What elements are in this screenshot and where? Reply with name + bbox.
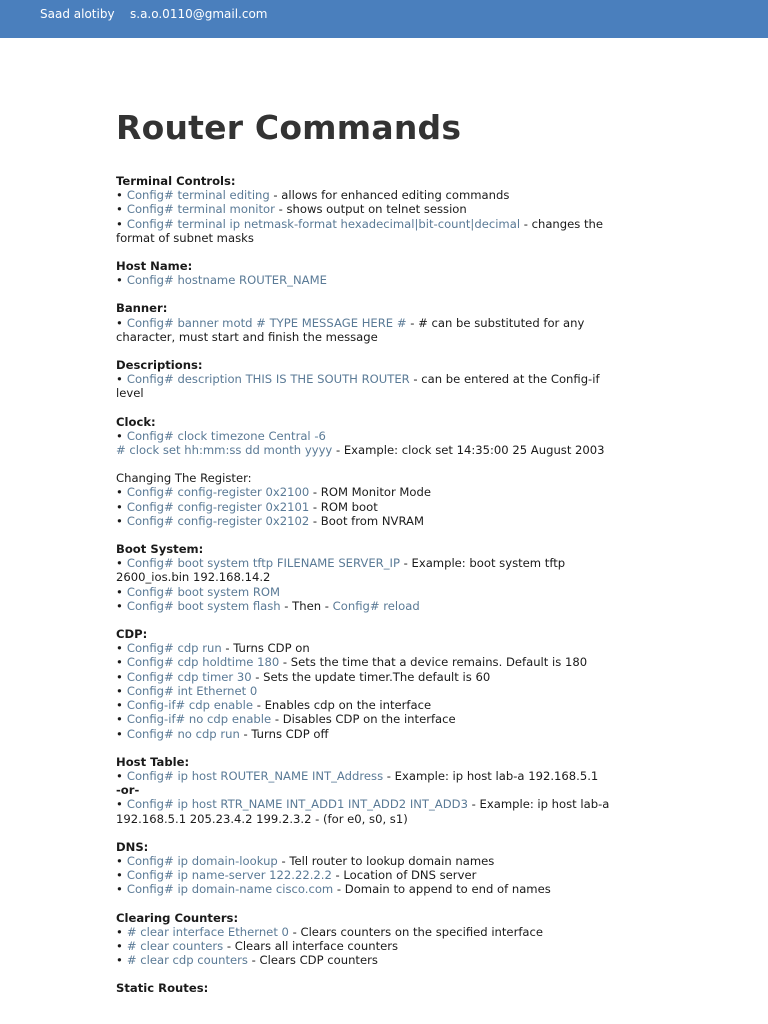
command-text: Config# int Ethernet 0 [126, 683, 258, 698]
command-line [116, 868, 626, 882]
command-text: Config-if# no cdp enable [126, 712, 272, 727]
command-text: Config# cdp holdtime 180 [126, 655, 280, 670]
command-text: # clear cdp counters [126, 953, 248, 968]
command-text: Config# reload [332, 598, 420, 613]
document-body [116, 106, 626, 1010]
section [116, 259, 626, 287]
command-text: Config# clock timezone Central -6 [126, 428, 326, 443]
command-text: Config# boot system ROM [126, 584, 281, 599]
author-name[interactable]: Saad alotiby [40, 7, 115, 21]
command-text: Config# hostname ROUTER_NAME [126, 273, 327, 288]
section-heading: Boot System: [116, 542, 204, 557]
section [116, 358, 626, 401]
section-heading: Host Name: [116, 259, 193, 274]
command-description: - Example: ip host lab-a 192.168.5.1 [383, 768, 599, 783]
section-heading: Static Routes: [116, 981, 209, 996]
command-text: Config# config-register 0x2102 [126, 513, 310, 528]
command-description: - Enables cdp on the interface [253, 698, 432, 713]
command-text: Config# ip name-server 122.22.2.2 [126, 868, 332, 883]
command-description: - # can be substituted for any character, must start and finish the message [116, 315, 585, 344]
section-heading: CDP: [116, 627, 148, 642]
command-line [116, 670, 626, 684]
command-line [116, 316, 626, 344]
command-line [116, 641, 626, 655]
command-description: - Boot from NVRAM [309, 513, 424, 528]
section-heading: Terminal Controls: [116, 174, 236, 188]
command-line [116, 854, 626, 868]
section [116, 415, 626, 458]
command-description: - allows for enhanced editing commands [269, 188, 510, 203]
command-line [116, 599, 626, 613]
command-line [116, 514, 626, 528]
section-subheading: Changing The Register: [116, 471, 252, 486]
command-description: - Clears counters on the specified interface [288, 924, 544, 939]
command-text: Config# config-register 0x2101 [126, 499, 310, 514]
command-line [116, 925, 626, 939]
command-line [116, 698, 626, 712]
author-email[interactable]: s.a.o.0110@gmail.com [130, 7, 268, 21]
command-line [116, 217, 626, 245]
command-line [116, 953, 626, 967]
command-text: Config# config-register 0x2100 [126, 485, 310, 500]
command-line [116, 712, 626, 726]
command-description: - Disables CDP on the interface [271, 712, 456, 727]
command-description: - Clears all interface counters [223, 938, 399, 953]
or-separator: -or- [116, 783, 140, 798]
command-line [116, 485, 626, 499]
command-line [116, 585, 626, 599]
section [116, 174, 626, 245]
section-heading: Clearing Counters: [116, 910, 239, 925]
section [116, 981, 626, 995]
section [116, 301, 626, 344]
section-heading: DNS: [116, 839, 149, 854]
section [116, 542, 626, 613]
section [116, 840, 626, 897]
command-text: Config-if# cdp enable [126, 698, 254, 713]
command-description: - Sets the time that a device remains. Default is 180 [279, 655, 588, 670]
section [116, 627, 626, 741]
command-text: Config# description THIS IS THE SOUTH ROUTER [126, 372, 410, 387]
command-text: Config# ip host ROUTER_NAME INT_Address [126, 768, 384, 783]
command-text: Config# terminal monitor [126, 202, 275, 217]
command-text: Config# no cdp run [126, 726, 240, 741]
command-description: - Tell router to lookup domain names [277, 853, 495, 868]
command-line [116, 769, 626, 783]
section-heading: Descriptions: [116, 358, 203, 373]
command-line [116, 727, 626, 741]
command-line [116, 372, 626, 400]
command-description: - Sets the update timer.The default is 60 [251, 669, 491, 684]
command-description: - can be entered at the Config-if level [116, 372, 600, 401]
command-text: Config# banner motd # TYPE MESSAGE HERE # [126, 315, 407, 330]
command-text: Config# ip host RTR_NAME INT_ADD1 INT_ADD2 INT_ADD3 [126, 797, 468, 812]
command-line [116, 684, 626, 698]
section-heading: Clock: [116, 414, 156, 429]
command-text: # clear counters [126, 938, 224, 953]
command-text: Config# ip domain-lookup [126, 853, 278, 868]
command-description: - Example: clock set 14:35:00 25 August 2003 [332, 443, 605, 458]
command-text: # clear interface Ethernet 0 [126, 924, 289, 939]
command-line [116, 429, 626, 443]
section [116, 755, 626, 826]
command-description: - shows output on telnet session [274, 202, 467, 217]
command-text: Config# terminal editing [126, 188, 270, 203]
page-title: Router Commands [116, 108, 462, 147]
command-description: - Domain to append to end of names [333, 882, 551, 897]
command-text: Config# cdp timer 30 [126, 669, 252, 684]
command-line [116, 500, 626, 514]
command-text: Config# terminal ip netmask-format hexadecimal|bit-count|decimal [126, 216, 521, 231]
command-text: Config# boot system tftp FILENAME SERVER_IP [126, 556, 400, 571]
command-line [116, 443, 626, 457]
command-line [116, 188, 626, 202]
command-description: - Turns CDP off [239, 726, 329, 741]
command-description: - ROM boot [309, 499, 378, 514]
command-description: - Turns CDP on [221, 641, 310, 656]
section [116, 911, 626, 968]
top-bar [0, 0, 768, 38]
sections-container [116, 174, 626, 996]
command-text: # clock set hh:mm:ss dd month yyyy [116, 443, 333, 458]
command-description: - Location of DNS server [331, 868, 477, 883]
section [116, 471, 626, 528]
command-line [116, 556, 626, 584]
command-description: - Example: ip host lab-a 192.168.5.1 205.23.4.2 199.2.3.2 - (for e0, s0, s1) [116, 797, 610, 826]
command-description: - Clears CDP counters [247, 953, 378, 968]
command-line [116, 882, 626, 896]
command-line [116, 939, 626, 953]
command-text: Config# boot system flash [126, 598, 281, 613]
section-heading: Host Table: [116, 754, 190, 769]
command-description: - Then - [280, 598, 333, 613]
command-line [116, 797, 626, 825]
section-heading: Banner: [116, 301, 168, 316]
command-line [116, 655, 626, 669]
command-description: - Example: boot system tftp 2600_ios.bin 192.168.14.2 [116, 556, 566, 585]
command-line [116, 202, 626, 216]
command-text: Config# cdp run [126, 641, 222, 656]
command-description: - ROM Monitor Mode [309, 485, 432, 500]
command-line [116, 273, 626, 287]
command-description: - changes the format of subnet masks [116, 216, 604, 245]
command-text: Config# ip domain-name cisco.com [126, 882, 334, 897]
